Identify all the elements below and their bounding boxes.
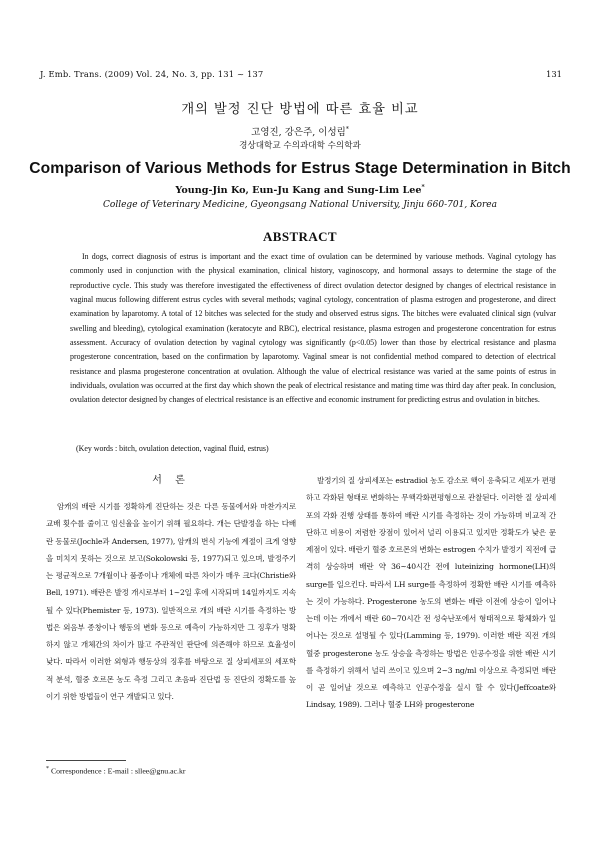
corresponding-marker-en: * (421, 184, 425, 191)
footnote-marker: * (46, 766, 49, 772)
abstract-paragraph: In dogs, correct diagnosis of estrus is important and the exact time of ovulation can be determined by variouse methods. Vaginal cytology has commonly used in conjunction with the physical examination, clinical history, vaginoscopy, and hormonal assays to determine the stage of the reproductive cycle. This study was therefore investigated the effectiveness of direct ovulation detector designed by changes of electrical resistance in vaginal mucus following different estrus cycles with several methods; vaginal cytology, concentration of plasma estrogen and progesterone, and direct examination by laparotomy. A total of 12 bitches was selected for the study and observed estrus signs. The bitches were evaluated clinical sign (vulvar swelling and bleeding), cytological examination (keratocyte and RBC), electrical resistance, plasma estrogen and progesterone concentration for estrus assessment. Accuracy of ovulation detection by vaginal cytology was significantly (p<0.05) lower than those by electrical resistance and plasma progesterone concentration, based on the confirmation by laparotomy. Vaginal smear is not confidential method compared to detection of electrical resistance and plasma progesterone concentration at ovulation. Although the value of electrical resistance was varied at the same points of estrus in individuals, ovulation was occurred at the first day which shown the peak of electrical resistance and mating time was third day after peak. In conclusion, ovulation detector designed by changes of electrical resistance is an effective and economic instrument for predicting estrus and ovulation in bitches. (70, 252, 556, 405)
english-affiliation: College of Veterinary Medicine, Gyeongsang National University, Jinju 660-701, Korea (103, 200, 497, 210)
section-heading-introduction: 서 론 (152, 475, 190, 486)
left-column (46, 472, 296, 705)
corresponding-marker: * (345, 125, 349, 133)
korean-title: 개의 발정 진단 방법에 따른 효율 비교 (181, 102, 419, 117)
english-authors (0, 184, 600, 196)
abstract-body (70, 250, 556, 408)
footnote-text: Correspondence : E-mail : sllee@gnu.ac.kr (50, 766, 186, 776)
journal-citation: J. Emb. Trans. (2009) Vol. 24, No. 3, pp. 131 ~ 137 (40, 69, 264, 79)
introduction-paragraph-right: 발정기의 질 상피세포는 estradiol 농도 감소로 핵이 응축되고 세포가 편평하고 각화된 형태로 변화하는 무핵각화편평형으로 관찰된다. 이러한 질 상피세포의 각화 진행 상태를 통하여 배란 시기를 측정하는 것이 가능하며 비교적 간단하고 비용이 저렴한 장점이 있어서 널리 이용되고 있지만 정확도가 낮은 문제점이 있다. 배란기 혈중 호르몬의 변화는 estrogen 수치가 발정기 직전에 급격히 상승하며 배란 약 36~40시간 전에 luteinizing hormone(LH)의 surge를 일으킨다. 따라서 LH surge를 측정하여 정확한 배란 시기를 예측하는 것이 가능하다. Progesterone 농도의 변화는 배란 이전에 상승이 일어나는데 이는 개에서 배란 60~70시간 전 성숙난포에서 형태적으로 황체화가 일어나는 것으로 설명될 수 있다(Lamming 등, 1979). 이러한 배란 직전 개의 혈중 progesterone 농도 상승을 측정하는 방법은 인공수정을 위한 배란 시기를 측정하기 위해서 널리 쓰이고 있으며 2~3 ng/ml 이상으로 측정되면 배란이 곧 일어날 것으로 예측하고 인공수정을 실시 할 수 있다(Jeffcoate와 Lindsay, 1989). 그러나 혈중 LH와 progesterone (306, 476, 557, 710)
korean-authors (0, 124, 600, 138)
korean-authors-text: 고영진, 강은주, 이성림 (251, 127, 346, 138)
right-column (306, 472, 556, 714)
footnote (46, 766, 185, 776)
english-title: Comparison of Various Methods for Estrus Stage Determination in Bitch (29, 160, 571, 177)
korean-affiliation: 경상대학교 수의과대학 수의학과 (239, 141, 361, 151)
page-number: 131 (546, 69, 562, 79)
keywords: (Key words : bitch, ovulation detection, vaginal fluid, estrus) (76, 444, 269, 453)
english-authors-text: Young-Jin Ko, Eun-Ju Kang and Sung-Lim Lee (175, 185, 422, 197)
footnote-divider (46, 760, 126, 761)
introduction-paragraph-left: 암캐의 배란 시기를 정확하게 진단하는 것은 다른 동물에서와 마찬가지로 교배 횟수를 줄이고 임신율을 높이기 위해 필요하다. 개는 단발정을 하는 다배란 동물로(Jochle과 Andersen, 1977), 암캐의 번식 기능에 계절이 크게 영향을 미치지 못하는 것으로 보고(Sokolowski 등, 1977)되고 있으며, 발정주기는 평균적으로 7개월이나 품종이나 개체에 따른 차이가 매우 크다(Christie와 Bell, 1971). 배란은 발정 개시로부터 1~2일 후에 시작되며 14일까지도 지속될 수 있다(Phemister 등, 1973). 일반적으로 개의 배란 시기를 측정하는 방법은 외음부 종창이나 행동의 변화 등으로 예측이 가능하지만 그 징후가 명확하지 않고 개체간의 차이가 많고 주관적인 판단에 의존해야 하므로 효율성이 낮다. 따라서 이러한 외형과 행동상의 징후를 바탕으로 질 상피세포의 세포학적 분석, 혈중 호르몬 농도 측정 그리고 초음파 진단법 등 진단의 정확도를 높이기 위한 방법들이 연구 개발되고 있다. (46, 502, 296, 701)
abstract-heading: ABSTRACT (263, 229, 337, 244)
